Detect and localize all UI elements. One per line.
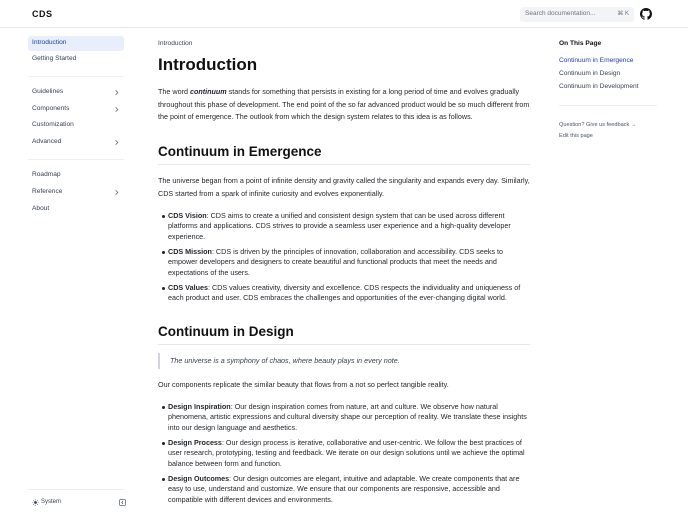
- search-placeholder: Search documentation...: [525, 10, 596, 17]
- sidebar-item-label: Getting Started: [32, 55, 77, 62]
- chevron-right-icon: [113, 89, 120, 96]
- heading-continuum-emergence: Continuum in Emergence: [158, 144, 322, 159]
- list-item-label: Design Inspiration: [168, 402, 231, 411]
- intro-emphasis: continuum: [189, 87, 227, 96]
- top-header: [0, 0, 688, 28]
- blockquote: [158, 353, 530, 369]
- list-item-text: : Our design process is iterative, collaborative and user-centric. We follow the best practices of user research, prototyping, testing and feedback. We iterate on our design solutions until we achieve the optimal balance between form and function.: [168, 438, 525, 468]
- bullet-icon: [162, 442, 165, 445]
- list-item-label: Design Outcomes: [168, 474, 230, 483]
- emergence-paragraph: The universe began from a point of infinite density and gravity called the singularity and expands every day. Similarly, CDS started from a spark of infinite curiosity and evolves exponentially.: [158, 176, 530, 198]
- heading-divider: [158, 344, 530, 345]
- intro-text-end: stands for something that persists in existing for a long period of time and evolves gradually throughout this phase of development. The end point of the so far advanced product would be so much different from the point of emergence. The outlook from which the design system relates to this idea is as follows.: [158, 87, 530, 121]
- list-item-label: Design Process: [168, 438, 222, 447]
- bullet-icon: [162, 251, 165, 254]
- sidebar-item-about[interactable]: [28, 202, 124, 217]
- sidebar-item-label: Guidelines: [32, 88, 64, 95]
- list-item-text: : CDS aims to create a unified and consistent design system that can be used across different platforms and applications. CDS strives to provide a seamless user experience and a high-quality developer experience.: [168, 211, 511, 241]
- chevron-right-icon: [113, 106, 120, 113]
- sidebar-item-label: Advanced: [32, 138, 62, 145]
- heading-divider: [158, 164, 530, 165]
- design-paragraph: Our components replicate the similar beauty that flows from a not so perfect tangible reality.: [158, 380, 449, 389]
- logo[interactable]: CDS: [32, 9, 53, 19]
- list-item-text: : CDS is driven by the principles of innovation, collaboration and accessibility. CDS seeks to empower developers and designers to create beautiful and functional products that meet the needs and expectations of the users.: [168, 247, 504, 277]
- theme-label: System: [41, 499, 62, 505]
- sidebar-item-label: Components: [32, 105, 70, 112]
- sidebar-item-label: Roadmap: [32, 171, 61, 178]
- sidebar-item-label: About: [32, 205, 50, 212]
- toc-title: On This Page: [559, 40, 602, 47]
- sidebar-item-roadmap[interactable]: [28, 168, 124, 183]
- quote-text: The universe is a symphony of chaos, where beauty plays in every note.: [170, 356, 400, 365]
- theme-switcher[interactable]: [32, 498, 128, 508]
- sidebar-item-customization[interactable]: [28, 118, 124, 133]
- sidebar-collapse-icon[interactable]: [119, 499, 126, 506]
- sidebar-divider: [28, 159, 124, 160]
- sidebar-item-components[interactable]: [28, 102, 124, 117]
- page-title: Introduction: [158, 55, 258, 74]
- sidebar-nav: [0, 28, 132, 512]
- search-input[interactable]: [520, 7, 634, 22]
- list-item-label: CDS Vision: [168, 211, 207, 220]
- sidebar-item-getting-started[interactable]: [28, 52, 124, 67]
- list-item-label: CDS Mission: [168, 247, 212, 256]
- sidebar-divider: [28, 76, 124, 77]
- intro-text-start: The word: [158, 87, 190, 96]
- bullet-icon: [162, 215, 165, 218]
- toc-item-emergence[interactable]: Continuum in Emergence: [559, 57, 634, 64]
- list-item-label: CDS Values: [168, 283, 208, 292]
- sidebar-item-label: Reference: [32, 188, 63, 195]
- bullet-icon: [162, 287, 165, 290]
- list-item-text: : CDS values creativity, diversity and excellence. CDS respects the individuality and uniqueness of each product and user. CDS embraces the challenges and opportunities of the ever-changing digital world.: [168, 283, 521, 303]
- edit-page-link[interactable]: Edit this page: [559, 133, 593, 139]
- sidebar-item-label: Introduction: [32, 39, 67, 46]
- toc-item-design[interactable]: Continuum in Design: [559, 70, 621, 77]
- list-item-text: : Our design inspiration comes from nature, art and culture. We observe how natural phenomena, artistic expressions and cultural diversity shape our perception of reality. We translate these insights into our design language and aesthetics.: [168, 402, 527, 432]
- chevron-right-icon: [113, 189, 120, 196]
- feedback-link[interactable]: Question? Give us feedback →: [559, 122, 637, 128]
- list-item-text: : Our design outcomes are elegant, intuitive and adaptable. We create components that are easy to use, understand and customize. We ensure that our components are responsive, accessible and compatible with different devices and environments.: [168, 474, 520, 504]
- toc-divider: [559, 105, 657, 106]
- sun-icon: [32, 499, 39, 506]
- sidebar-item-advanced[interactable]: [28, 135, 124, 150]
- sidebar-item-reference[interactable]: [28, 185, 124, 200]
- toc-item-development[interactable]: Continuum in Development: [559, 83, 639, 90]
- sidebar-item-label: Customization: [32, 121, 74, 128]
- bullet-icon: [162, 478, 165, 481]
- keyboard-shortcut: ⌘ K: [617, 11, 629, 17]
- heading-continuum-design: Continuum in Design: [158, 324, 294, 339]
- sidebar-item-introduction[interactable]: [28, 36, 124, 51]
- breadcrumb[interactable]: Introduction: [158, 40, 193, 47]
- intro-paragraph: [158, 86, 530, 124]
- sidebar-item-guidelines[interactable]: [28, 85, 124, 100]
- bullet-icon: [162, 406, 165, 409]
- chevron-right-icon: [113, 139, 120, 146]
- sidebar-footer-divider: [28, 489, 124, 490]
- github-icon[interactable]: [640, 8, 652, 20]
